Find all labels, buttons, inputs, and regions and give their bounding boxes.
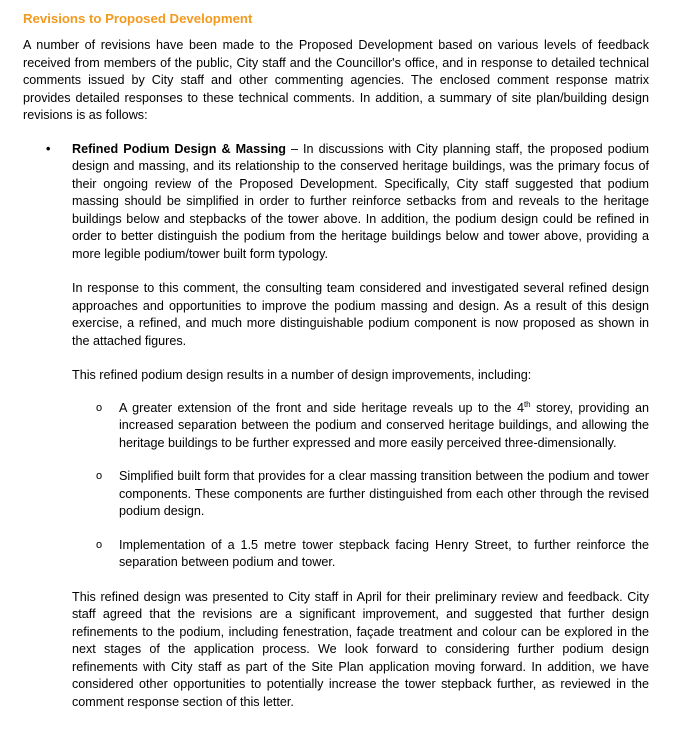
sub-bullet-symbol: o bbox=[96, 538, 103, 551]
bullet-symbol: • bbox=[46, 141, 51, 156]
improvement-text: A greater extension of the front and side heritage reveals up to the 4th storey, providing an increased separation between the podium and conserved heritage buildings, and allowing the heritage buildings to be further expressed and more easily perceived three-dimensionally. bbox=[119, 399, 649, 450]
revision-list bbox=[23, 141, 649, 712]
improvement-text: Implementation of a 1.5 metre tower stepback facing Henry Street, to further reinforce the separation between podium and tower. bbox=[119, 537, 649, 569]
improvement-item bbox=[72, 537, 649, 572]
improvement-item bbox=[72, 400, 649, 453]
superscript-th: th bbox=[523, 399, 531, 409]
sub-bullet-symbol: o bbox=[96, 401, 103, 414]
revision-item-title: Refined Podium Design & Massing bbox=[72, 141, 286, 156]
intro-paragraph: A number of revisions have been made to the Proposed Development based on various levels of feedback received from members of the public, City staff and the Councillor's office, and in response to detailed technical comments issued by City staff and other commenting agencies. The enclosed comment response matrix provides detailed responses to these technical comments. In addition, a summary of site plan/building design revisions is as follows: bbox=[23, 38, 649, 122]
closing-paragraph: This refined design was presented to City staff in April for their preliminary review and feedback. City staff agreed that the revisions are a significant improvement, and suggested that further design refinements to the podium, including fenestration, façade treatment and colour can be explored in the next stages of the application process. We look forward to considering further podium design refinements with City staff as part of the Site Plan application moving forward. In addition, we have considered other opportunities to potentially increase the tower stepback further, as reviewed in the comment response section of this letter. bbox=[72, 589, 649, 709]
improvements-list bbox=[72, 400, 649, 572]
revision-item-text: – In discussions with City planning staff, the proposed podium design and massing, and its relationship to the conserved heritage buildings, was the primary focus of their ongoing review of the Proposed Development. Specifically, City staff suggested that podium massing should be simplified in order to further reinforce setbacks from and reveals to the heritage buildings below and stepbacks of the tower above. In addition, the podium design could be refined in order to better distinguish the podium from the heritage buildings below and tower above, providing a more legible podium/tower built form typology. bbox=[72, 141, 649, 261]
improvement-text: Simplified built form that provides for a clear massing transition between the podium and tower components. These components are further distinguished from each other through the revised podium design. bbox=[119, 469, 649, 518]
sub-bullet-symbol: o bbox=[96, 470, 103, 482]
section-heading: Revisions to Proposed Development bbox=[23, 11, 253, 26]
revision-item-paragraph bbox=[72, 141, 649, 264]
revision-item bbox=[23, 141, 649, 712]
response-paragraph: In response to this comment, the consulting team considered and investigated several refined design approaches and opportunities to improve the podium massing and design. As a result of this design exercise, a refined, and much more distinguishable podium component is now proposed as shown in the attached figures. bbox=[72, 281, 649, 348]
improvement-item bbox=[72, 468, 649, 521]
improvements-intro: This refined podium design results in a number of design improvements, including: bbox=[72, 368, 532, 382]
